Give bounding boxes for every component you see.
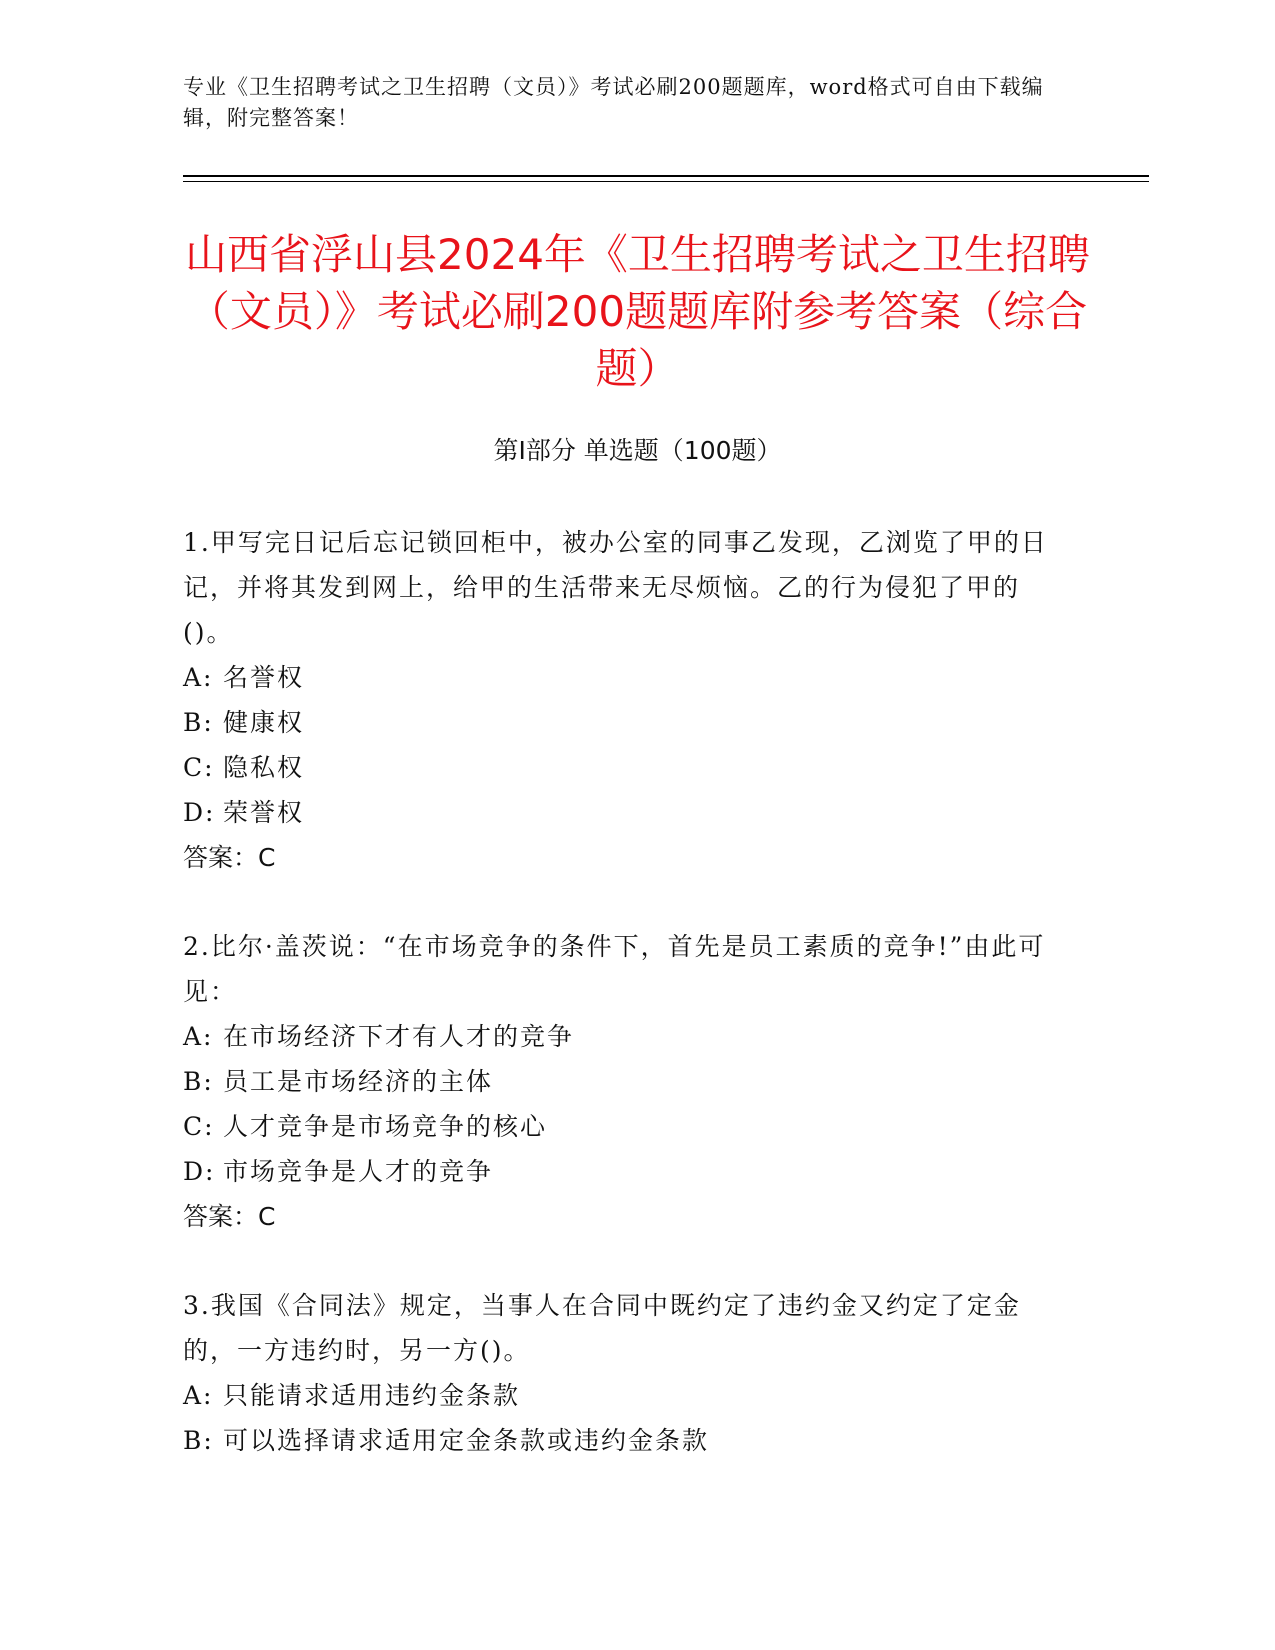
document-title: 山西省浮山县2024年《卫生招聘考试之卫生招聘（文员）》考试必刷200题题库附参考答案（综合题） (185, 230, 1090, 393)
option-text: 在市场经济下才有人才的竞争 (223, 1022, 575, 1051)
option-text: 健康权 (223, 708, 305, 737)
option-list (183, 1373, 1063, 1463)
option-c (183, 1104, 1063, 1149)
option-text: 名誉权 (223, 663, 305, 692)
option-letter: A: (183, 1381, 214, 1410)
option-text: 人才竞争是市场竞争的核心 (223, 1112, 548, 1141)
option-b (183, 1059, 1063, 1104)
option-d (183, 1149, 1063, 1194)
answer-line: 答案：C (183, 1202, 276, 1231)
option-text: 只能请求适用违约金条款 (223, 1381, 521, 1410)
option-text: 荣誉权 (223, 798, 305, 827)
option-a (183, 655, 1063, 700)
option-letter: C: (183, 1112, 215, 1141)
option-letter: B: (183, 1067, 214, 1096)
header-rule-thick (183, 175, 1149, 177)
option-text: 可以选择请求适用定金条款或违约金条款 (223, 1426, 710, 1455)
option-letter: D: (183, 1157, 216, 1186)
question-3 (183, 1283, 1063, 1463)
option-letter: A: (183, 663, 214, 692)
option-text: 隐私权 (223, 753, 305, 782)
section-heading: 第Ⅰ部分 单选题（100题） (493, 436, 782, 465)
option-a (183, 1014, 1063, 1059)
question-stem: 3.我国《合同法》规定，当事人在合同中既约定了违约金又约定了定金的，一方违约时，另一方()。 (183, 1291, 1021, 1365)
option-letter: A: (183, 1022, 214, 1051)
question-stem: 2.比尔·盖茨说：“在市场竞争的条件下，首先是员工素质的竞争!”由此可见： (183, 932, 1046, 1006)
option-list (183, 1014, 1063, 1194)
option-b (183, 1418, 1063, 1463)
answer-line: 答案：C (183, 843, 276, 872)
option-letter: C: (183, 753, 215, 782)
option-b (183, 700, 1063, 745)
option-c (183, 745, 1063, 790)
option-letter: B: (183, 708, 214, 737)
header-rule-thin (183, 181, 1149, 182)
option-d (183, 790, 1063, 835)
question-stem: 1.甲写完日记后忘记锁回柜中，被办公室的同事乙发现，乙浏览了甲的日记，并将其发到网上，给甲的生活带来无尽烦恼。乙的行为侵犯了甲的()。 (183, 528, 1048, 647)
option-a (183, 1373, 1063, 1418)
question-1 (183, 520, 1063, 880)
option-list (183, 655, 1063, 835)
option-letter: B: (183, 1426, 214, 1455)
option-text: 市场竞争是人才的竞争 (223, 1157, 494, 1186)
header-note: 专业《卫生招聘考试之卫生招聘（文员）》考试必刷200题题库，word格式可自由下载编辑，附完整答案！ (183, 75, 1044, 130)
question-2 (183, 924, 1063, 1239)
option-text: 员工是市场经济的主体 (223, 1067, 494, 1096)
question-list (183, 520, 1063, 1507)
option-letter: D: (183, 798, 216, 827)
